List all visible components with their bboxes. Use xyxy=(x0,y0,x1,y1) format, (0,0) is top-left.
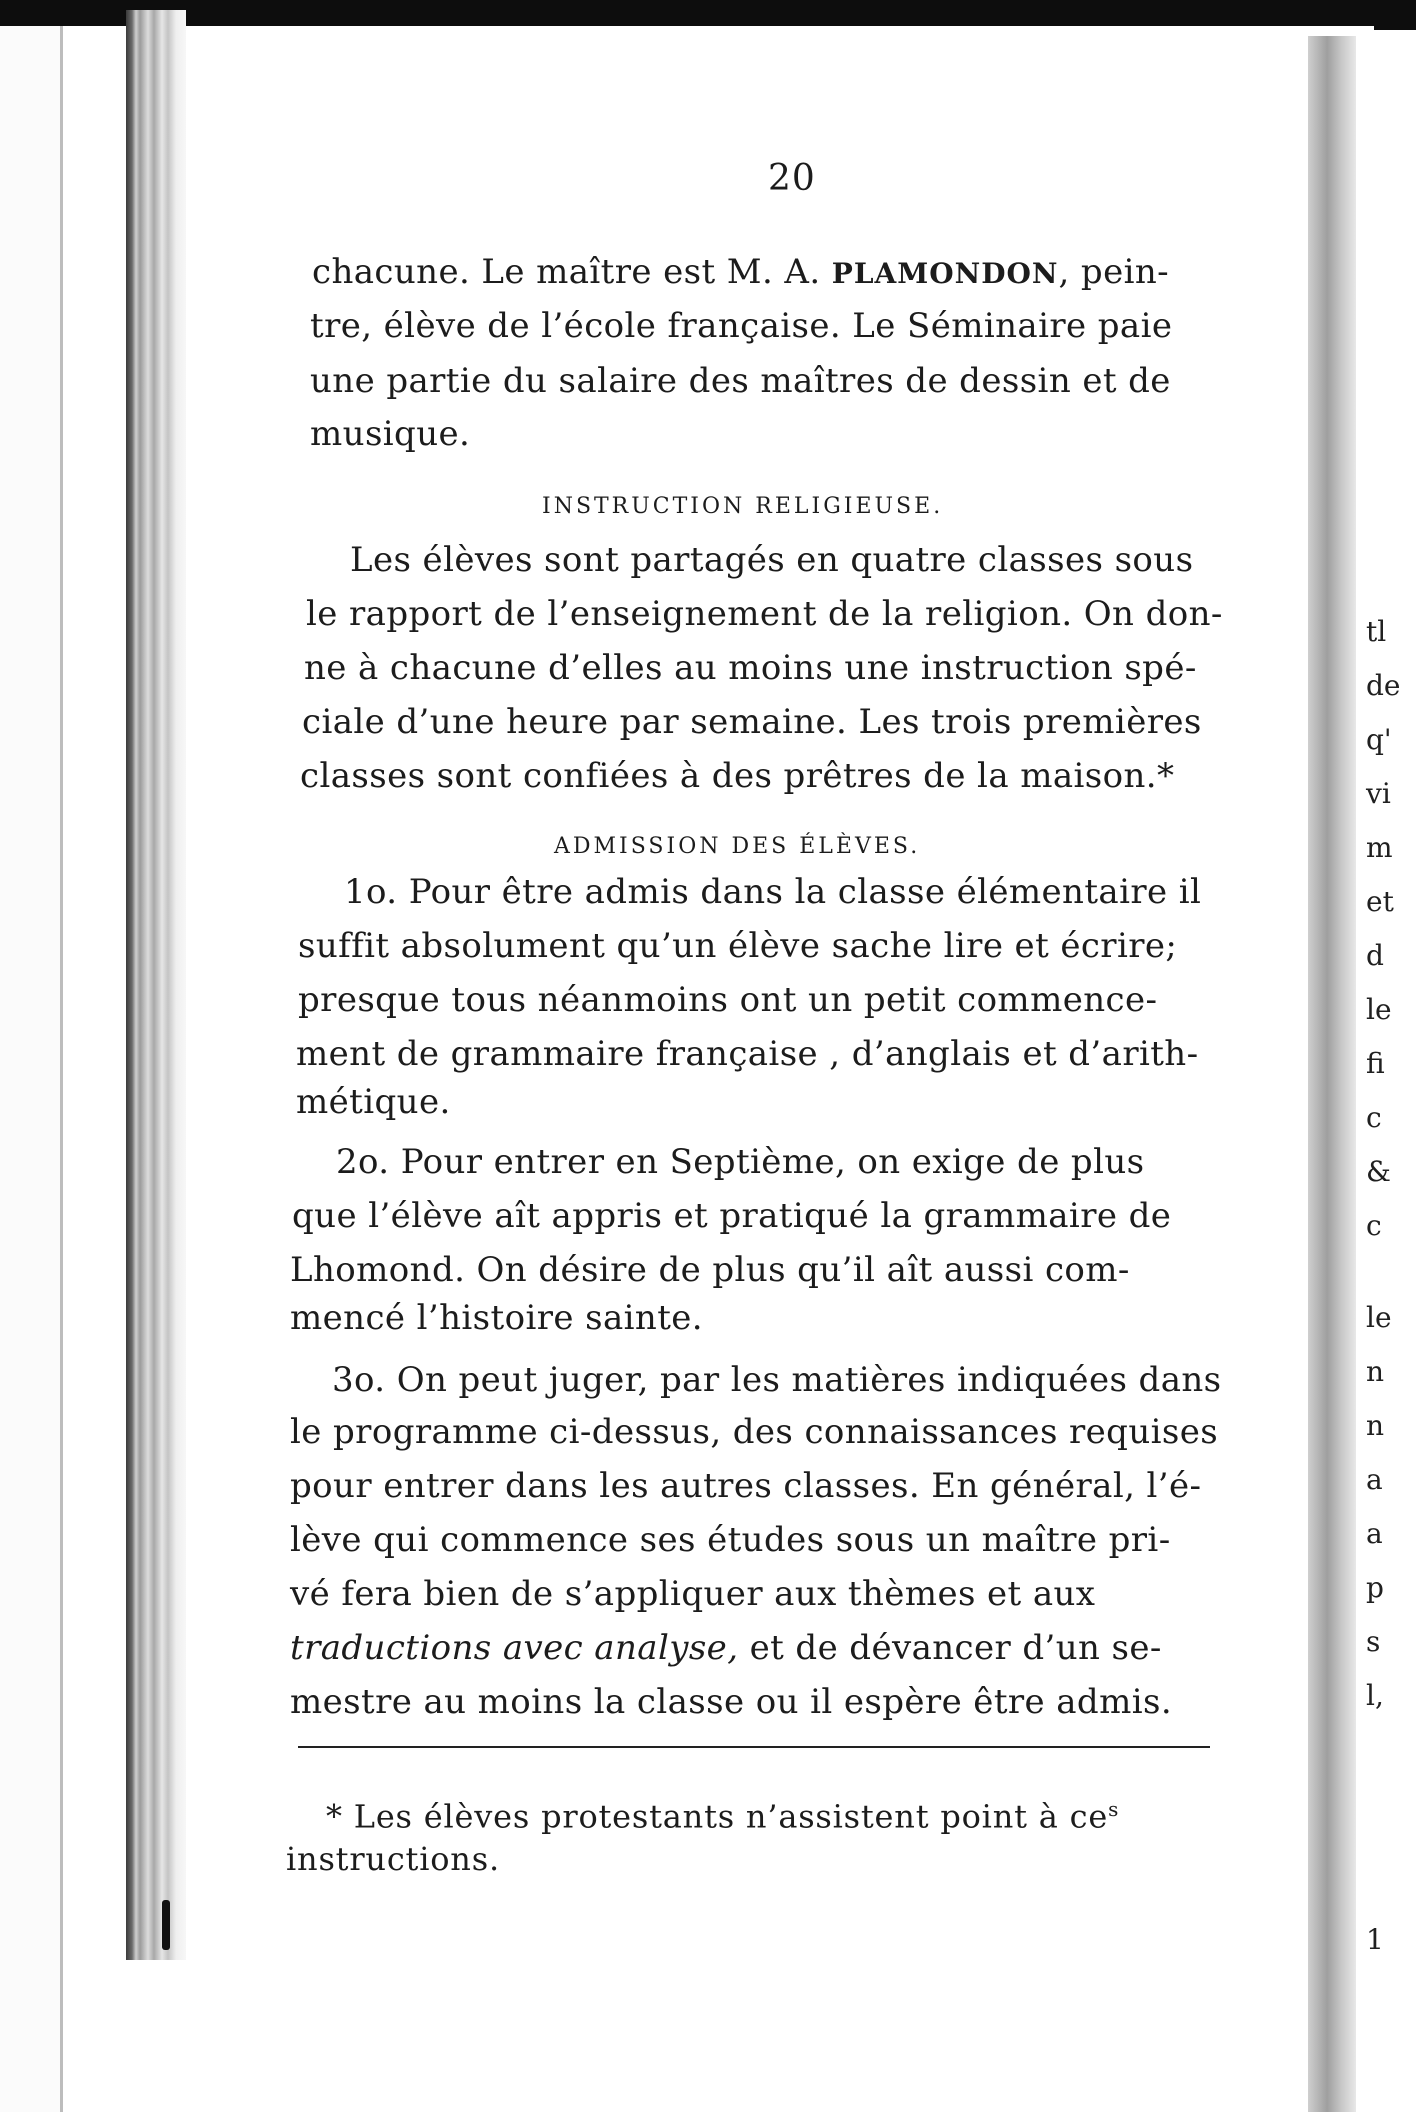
paragraph-line: classes sont confiées à des prêtres de la maison.* xyxy=(300,756,1175,796)
scan-edge-line xyxy=(60,26,63,2112)
paragraph-line: ment de grammaire française , d’anglais et d’arith- xyxy=(296,1034,1199,1074)
paragraph-line: Les élèves sont partagés en quatre classes sous xyxy=(350,540,1194,580)
paragraph-line: métique. xyxy=(296,1082,451,1122)
facing-fragment: l, xyxy=(1366,1679,1384,1712)
paragraph-line: ciale d’une heure par semaine. Les trois premières xyxy=(302,702,1202,742)
section-heading-admission: ADMISSION DES ÉLÈVES. xyxy=(554,834,921,859)
text-run: * Les élèves protestants n’assistent point à ce xyxy=(326,1797,1109,1836)
facing-fragment: s xyxy=(1366,1625,1381,1658)
facing-fragment: m xyxy=(1366,831,1393,864)
facing-fragment: le xyxy=(1366,993,1392,1026)
paragraph-line: le programme ci-dessus, des connaissances requises xyxy=(290,1412,1219,1452)
page-number: 20 xyxy=(768,158,816,199)
scan-border-top xyxy=(0,0,1416,26)
facing-fragment: 1 xyxy=(1366,1923,1384,1956)
text-run: et de dévancer d’un se- xyxy=(738,1628,1162,1668)
facing-fragment: de xyxy=(1366,669,1401,702)
facing-fragment: n xyxy=(1366,1409,1385,1442)
facing-fragment: tl xyxy=(1366,615,1387,648)
facing-fragment: a xyxy=(1366,1517,1383,1550)
paragraph-line xyxy=(290,1628,1162,1668)
paragraph-line xyxy=(312,252,1169,294)
page-edges-stack xyxy=(126,10,186,1960)
paragraph-line: mestre au moins la classe ou il espère être admis. xyxy=(290,1682,1173,1722)
footnote-rule xyxy=(298,1746,1210,1748)
facing-fragment: c xyxy=(1366,1209,1382,1242)
facing-fragment: fi xyxy=(1366,1047,1385,1080)
section-heading-religion: INSTRUCTION RELIGIEUSE. xyxy=(542,494,944,519)
italic-phrase: traductions avec analyse, xyxy=(290,1628,739,1668)
facing-fragment: le xyxy=(1366,1301,1392,1334)
text-run: chacune. Le maître est M. A. xyxy=(312,252,832,292)
book-gutter xyxy=(1308,36,1356,2112)
paragraph-line: Lhomond. On désire de plus qu’il aît aussi com- xyxy=(290,1250,1130,1290)
facing-page xyxy=(1356,30,1416,2112)
facing-fragment: & xyxy=(1366,1155,1391,1188)
paragraph-line: 1o. Pour être admis dans la classe élémentaire il xyxy=(344,872,1202,912)
binding-mark xyxy=(162,1900,170,1950)
paragraph-line: que l’élève aît appris et pratiqué la grammaire de xyxy=(292,1196,1172,1236)
paragraph-line: une partie du salaire des maîtres de dessin et de xyxy=(310,361,1171,401)
facing-fragment: a xyxy=(1366,1463,1383,1496)
facing-fragment: n xyxy=(1366,1355,1385,1388)
paragraph-line: mencé l’histoire sainte. xyxy=(290,1298,704,1338)
text-run: , pein- xyxy=(1058,252,1170,292)
scan-margin-left xyxy=(0,26,62,2112)
author-name: PLAMONDON xyxy=(831,257,1059,290)
paragraph-line: lève qui commence ses études sous un maître pri- xyxy=(290,1520,1171,1560)
paragraph-line: presque tous néanmoins ont un petit commence- xyxy=(298,980,1158,1020)
facing-fragment: q' xyxy=(1366,723,1392,756)
paragraph-line: suffit absolument qu’un élève sache lire et écrire; xyxy=(298,926,1178,966)
paragraph-line: musique. xyxy=(310,414,471,454)
paragraph-line: pour entrer dans les autres classes. En général, l’é- xyxy=(290,1466,1202,1506)
superscript: s xyxy=(1108,1797,1120,1821)
paragraph-line: tre, élève de l’école française. Le Séminaire paie xyxy=(310,306,1173,346)
facing-fragment: vi xyxy=(1366,777,1391,810)
paragraph-line: vé fera bien de s’appliquer aux thèmes et aux xyxy=(290,1574,1096,1614)
facing-fragment: et xyxy=(1366,885,1394,918)
paragraph-line: le rapport de l’enseignement de la religion. On don- xyxy=(306,594,1223,634)
facing-fragment: c xyxy=(1366,1101,1382,1134)
footnote-line: instructions. xyxy=(286,1840,500,1878)
facing-fragment: p xyxy=(1366,1571,1384,1604)
paragraph-line: 2o. Pour entrer en Septième, on exige de plus xyxy=(336,1142,1145,1182)
footnote-line xyxy=(326,1790,1119,1836)
paragraph-line: 3o. On peut juger, par les matières indiquées dans xyxy=(332,1360,1222,1400)
facing-fragment: d xyxy=(1366,939,1384,972)
paragraph-line: ne à chacune d’elles au moins une instruction spé- xyxy=(304,648,1197,688)
